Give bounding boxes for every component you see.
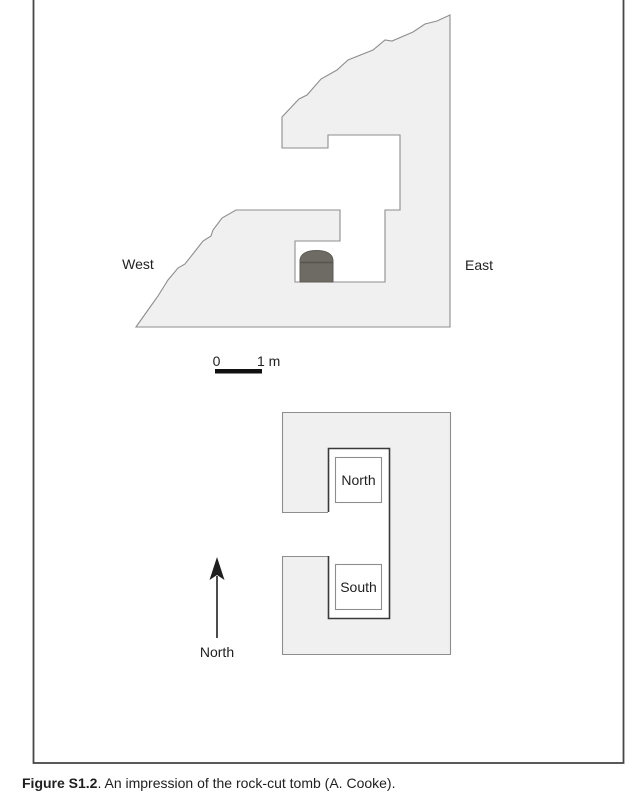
east-label: East [464,257,494,273]
plan-view-diagram [282,412,451,655]
north-arrow-label: North [199,644,235,660]
caption-text: . An impression of the rock-cut tomb (A. Cooke). [97,775,396,791]
scale-bar-line [215,369,262,374]
caption-figure-number: Figure S1.2 [22,775,98,791]
north-grave-label: North [341,472,376,488]
figure-caption [22,775,395,791]
south-grave-label: South [340,579,377,595]
scale-bar [213,353,281,374]
scale-zero-label: 0 [212,353,221,369]
west-label: West [122,256,154,272]
north-arrow-icon [200,557,234,660]
cross-section-diagram [122,15,493,327]
scale-one-meter-label: 1 m [257,353,281,369]
rock-cross-section-shape [136,15,450,327]
urn-icon [300,251,333,283]
